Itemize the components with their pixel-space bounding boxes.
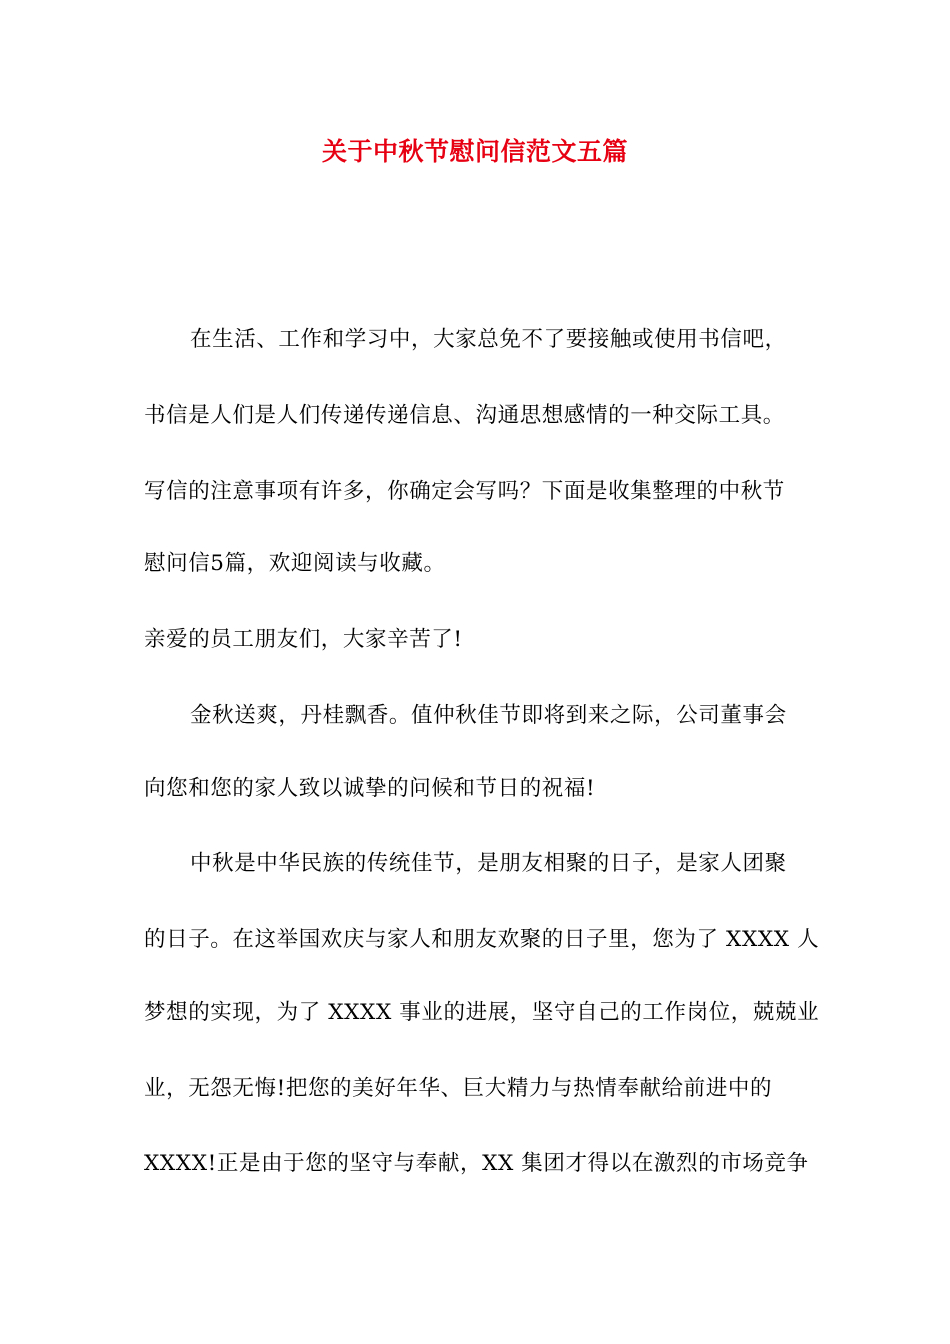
document-title: 关于中秋节慰问信范文五篇: [321, 137, 628, 166]
paragraph-line: 向您和您的家人致以诚挚的问候和节日的祝福!: [144, 776, 596, 801]
salutation-line: 亲爱的员工朋友们，大家辛苦了!: [144, 627, 463, 652]
paragraph-line: 中秋是中华民族的传统佳节，是朋友相聚的日子，是家人团聚: [190, 851, 787, 876]
paragraph-line: 写信的注意事项有许多，你确定会写吗？下面是收集整理的中秋节: [144, 479, 785, 504]
paragraph-line: 书信是人们是人们传递传递信息、沟通思想感情的一种交际工具。: [144, 403, 785, 428]
paragraph-line: XXXX!正是由于您的坚守与奉献，XX 集团才得以在激烈的市场竞争: [144, 1151, 809, 1176]
paragraph-line: 梦想的实现，为了 XXXX 事业的进展，坚守自己的工作岗位，兢兢业: [144, 1000, 820, 1025]
paragraph-line: 业，无怨无悔!把您的美好年华、巨大精力与热情奉献给前进中的: [144, 1076, 773, 1101]
paragraph-line: 在生活、工作和学习中，大家总免不了要接触或使用书信吧，: [190, 327, 787, 352]
paragraph-line: 金秋送爽，丹桂飘香。值仲秋佳节即将到来之际，公司董事会: [190, 703, 787, 728]
paragraph-line: 慰问信5篇，欢迎阅读与收藏。: [144, 551, 446, 576]
paragraph-line: 的日子。在这举国欢庆与家人和朋友欢聚的日子里，您为了 XXXX 人: [144, 927, 820, 952]
